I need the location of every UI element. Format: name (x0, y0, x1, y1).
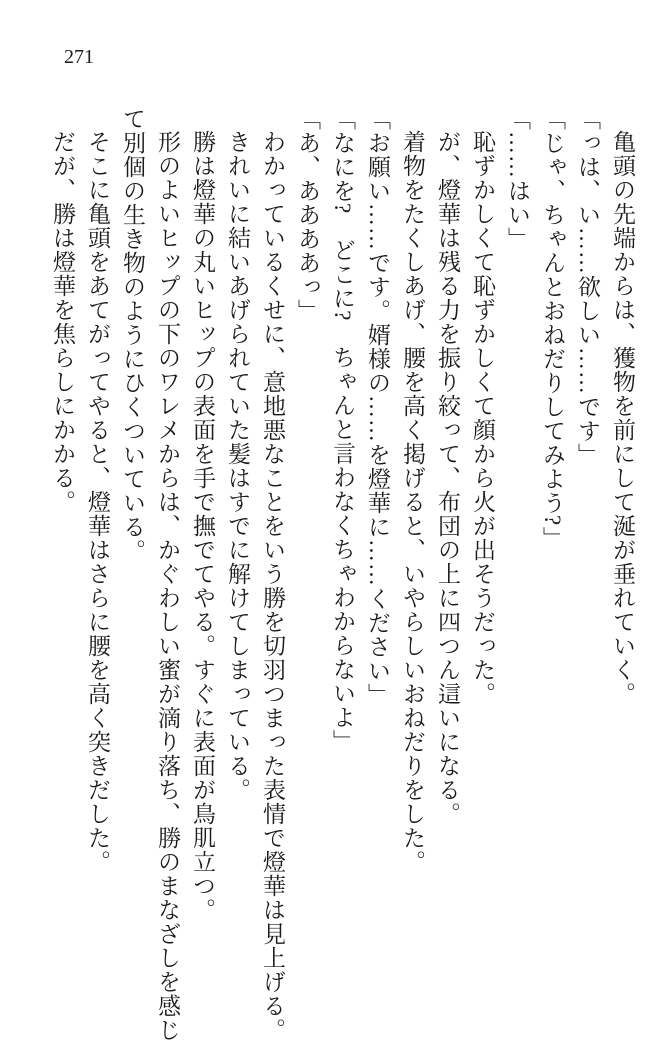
paragraph: 「お願い……です。婿様の……を燈華に……ください」 (365, 107, 390, 707)
paragraph: が、燈華は残る力を振り絞って、布団の上に四つん這いになる。 (435, 130, 460, 826)
paragraph: そこに亀頭をあてがってやると、燈華はさらに腰を高く突きだした。 (85, 130, 110, 874)
paragraph: わかっているくせに、意地悪なことをいう勝を切羽つまった表情で燈華は見上げる。 (260, 130, 285, 1042)
paragraph: 「あ、ああああっ」 (295, 107, 320, 323)
paragraph: 「っは、い……欲しい……です」 (575, 107, 600, 467)
vertical-text-block (45, 107, 640, 1045)
paragraph: 「じゃ、ちゃんとおねだりしてみよう?」 (540, 107, 565, 551)
paragraph: 恥ずかしくて恥ずかしくて顔から火が出そうだった。 (470, 130, 495, 706)
paragraph: 亀頭の先端からは、獲物を前にして涎が垂れていく。 (610, 130, 635, 706)
paragraph: 着物をたくしあげ、腰を高く掲げると、いやらしいおねだりをした。 (400, 130, 425, 874)
paragraph: 「なにを? どこに? ちゃんと言わなくちゃわからないよ」 (330, 107, 355, 754)
paragraph: 形のよいヒップの下のワレメからは、かぐわしい蜜が滴り落ち、勝のまなざしを感じて別個の生き物のようにひくついている。 (120, 107, 180, 1042)
page-number: 271 (64, 46, 94, 68)
paragraph: 勝は燈華の丸いヒップの表面を手で撫でてやる。すぐに表面が鳥肌立つ。 (190, 130, 215, 922)
paragraph: きれいに結いあげられていた髪はすでに解けてしまっている。 (225, 130, 250, 802)
paragraph: だが、勝は燈華を焦らしにかかる。 (50, 130, 75, 514)
paragraph: 「……はい」 (505, 107, 530, 251)
